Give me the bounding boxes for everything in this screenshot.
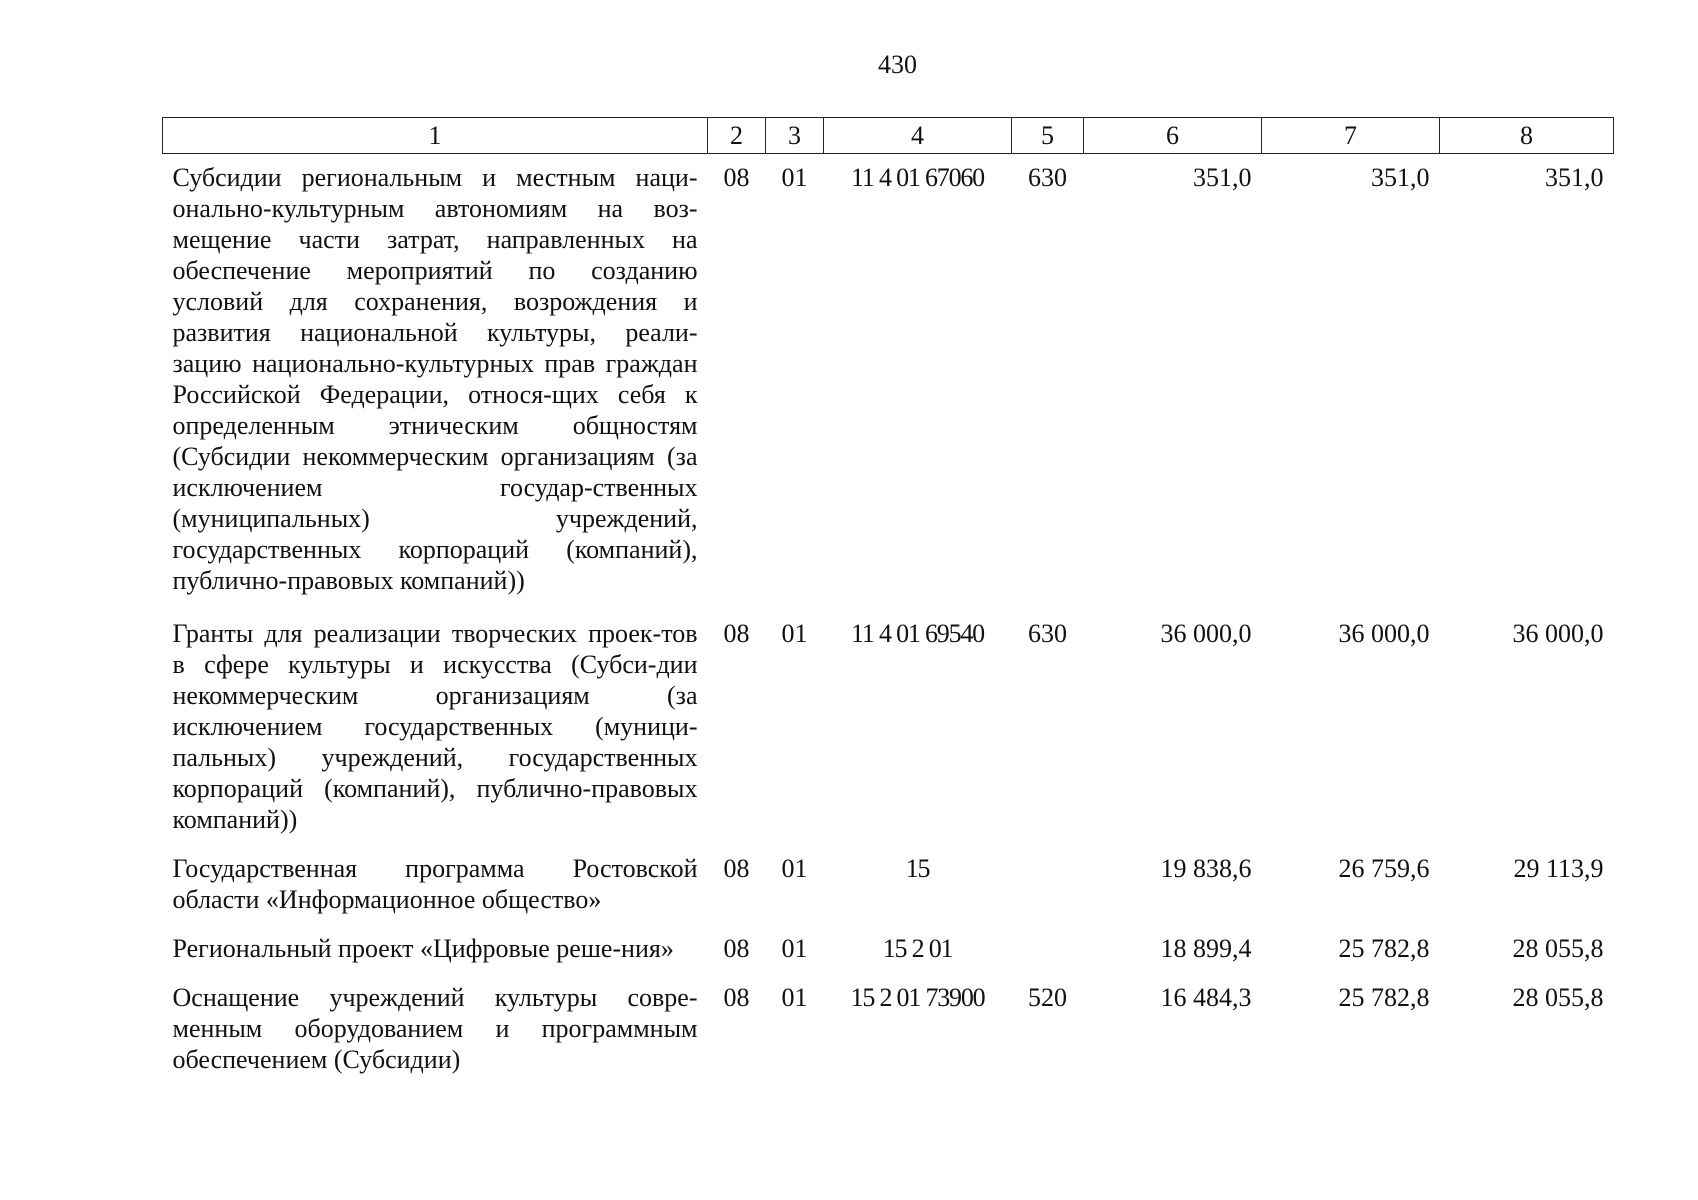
row-subsection-code: 01 [781,983,808,1012]
row-amount-col7: 25 782,8 [1338,934,1430,963]
row-section-code: 08 [723,163,750,192]
row-subsection-code: 01 [781,619,808,648]
row-target-article-code: 11 4 01 69540 [851,619,984,648]
table-row [163,610,1614,845]
row-expense-type-code: 520 [1028,983,1067,1012]
row-target-article-code: 15 2 01 73900 [850,983,985,1012]
column-header: 8 [1440,118,1614,154]
row-description: Гранты для реализации творческих проек-тов в сфере культуры и искусства (Субси-дии некоммерческим организациям (за исключением государственных (муници-пальных) учреждений, государственных корпораций (компаний), публично-правовых компаний)) [172,619,698,834]
column-header: 6 [1084,118,1262,154]
row-amount-col6: 16 484,3 [1160,983,1252,1012]
table-row [163,154,1614,611]
row-amount-col6: 351,0 [1193,163,1252,192]
column-header: 7 [1262,118,1440,154]
budget-table [162,117,1614,1085]
row-amount-col7: 351,0 [1371,163,1430,192]
column-number-row [163,118,1614,154]
row-expense-type-code [1012,845,1084,925]
row-section-code: 08 [723,619,750,648]
row-amount-col7: 26 759,6 [1338,854,1430,883]
row-subsection-code: 01 [781,163,808,192]
row-amount-col8: 351,0 [1545,163,1604,192]
table-row [163,974,1614,1085]
row-section-code: 08 [723,854,750,883]
column-header: 4 [824,118,1012,154]
row-description: Государственная программа Ростовской области «Информационное общество» [172,854,698,914]
row-description: Оснащение учреждений культуры совре-менным оборудованием и программным обеспечением (Субсидии) [172,983,698,1074]
row-subsection-code: 01 [781,934,808,963]
row-section-code: 08 [723,983,750,1012]
row-amount-col6: 36 000,0 [1160,619,1252,648]
row-target-article-code: 15 [905,854,930,883]
row-amount-col6: 18 899,4 [1160,934,1252,963]
row-amount-col8: 28 055,8 [1512,983,1604,1012]
row-amount-col8: 36 000,0 [1512,619,1604,648]
column-header: 3 [766,118,824,154]
column-header: 1 [163,118,708,154]
row-target-article-code: 11 4 01 67060 [851,163,984,192]
row-subsection-code: 01 [781,854,808,883]
row-amount-col8: 29 113,9 [1513,854,1604,883]
row-section-code: 08 [723,934,750,963]
row-target-article-code: 15 2 01 [882,934,953,963]
row-expense-type-code [1012,925,1084,974]
row-expense-type-code: 630 [1028,619,1067,648]
page-number: 430 [878,50,917,79]
row-amount-col7: 36 000,0 [1338,619,1430,648]
row-expense-type-code: 630 [1028,163,1067,192]
row-amount-col6: 19 838,6 [1160,854,1252,883]
row-amount-col7: 25 782,8 [1338,983,1430,1012]
row-amount-col8: 28 055,8 [1512,934,1604,963]
column-header: 5 [1012,118,1084,154]
row-description: Региональный проект «Цифровые реше-ния» [172,934,674,963]
table-row [163,925,1614,974]
table-row [163,845,1614,925]
row-description: Субсидии региональным и местным наци-онально-культурным автономиям на воз-мещение части затрат, направленных на обеспечение мероприятий по созданию условий для сохранения, возрождения и развития национальной культуры, реали-зацию национально-культурных прав граждан Российской Федерации, относя-щих себя к определенным этническим общностям (Субсидии некоммерческим организациям (за исключением государ-ственных (муниципальных) учреждений, государственных корпораций (компаний), публично-правовых компаний)) [172,163,698,595]
column-header: 2 [708,118,766,154]
